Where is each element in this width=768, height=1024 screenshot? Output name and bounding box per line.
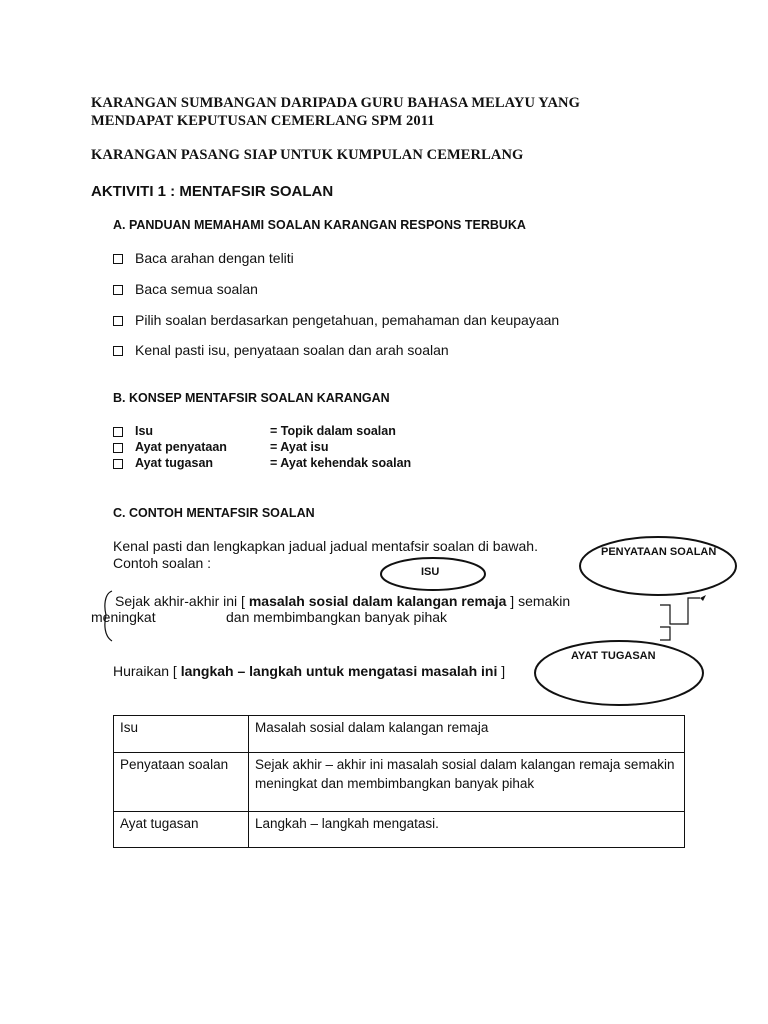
concept-definition: = Topik dalam soalan [270, 424, 396, 438]
concept-term: Ayat tugasan [135, 456, 214, 470]
table-cell-label: Penyataan soalan [114, 753, 249, 812]
doc-subtitle: KARANGAN PASANG SIAP UNTUK KUMPULAN CEMERLANG [91, 147, 524, 163]
instruction-text: Kenal pasti dan lengkapkan jadual jadual mentafsir soalan di bawah. [113, 538, 538, 554]
oval-label-penyataan: PENYATAAN SOALAN [601, 546, 717, 558]
oval-label-tugasan: AYAT TUGASAN [571, 650, 656, 662]
task-sentence: Huraikan [ langkah – langkah untuk mengatasi masalah ini ] [113, 663, 506, 679]
example-question-line-2a: meningkat [91, 609, 156, 625]
guide-item: Baca arahan dengan teliti [113, 250, 673, 268]
table-cell-label: Ayat tugasan [114, 812, 249, 848]
concept-definition: = Ayat isu [270, 440, 329, 454]
concept-definition: = Ayat kehendak soalan [270, 456, 412, 470]
guide-item: Baca semua soalan [113, 281, 673, 299]
section-c-heading: C. CONTOH MENTAFSIR SOALAN [113, 506, 315, 520]
table-row [114, 753, 685, 812]
task-phrase: langkah – langkah untuk mengatasi masalah ini [180, 663, 498, 679]
analysis-table [113, 715, 685, 848]
aktiviti-title: AKTIVITI 1 : MENTAFSIR SOALAN [91, 183, 334, 200]
right-bracket-lower [660, 627, 670, 640]
table-cell-value: Sejak akhir – akhir ini masalah sosial dalam kalangan remaja semakin meningkat dan membimbangkan banyak pihak [249, 753, 685, 812]
table-cell-value: Langkah – langkah mengatasi. [249, 812, 685, 848]
section-b-heading: B. KONSEP MENTAFSIR SOALAN KARANGAN [113, 391, 390, 405]
concept-term: Ayat penyataan [135, 440, 227, 454]
guide-item: Pilih soalan berdasarkan pengetahuan, pemahaman dan keupayaan [113, 312, 673, 330]
arrowhead-icon [700, 595, 706, 601]
oval-label-isu: ISU [421, 566, 440, 578]
table-cell-label: Isu [114, 716, 249, 753]
example-question-line-2b: dan membimbangkan banyak pihak [226, 609, 448, 625]
table-row [114, 812, 685, 848]
concept-term: Isu [135, 424, 154, 438]
section-a-heading: A. PANDUAN MEMAHAMI SOALAN KARANGAN RESPONS TERBUKA [113, 218, 526, 232]
doc-title-line-1: KARANGAN SUMBANGAN DARIPADA GURU BAHASA MELAYU YANG [91, 95, 581, 111]
doc-title-line-2: MENDAPAT KEPUTUSAN CEMERLANG SPM 2011 [91, 113, 435, 129]
issue-phrase: masalah sosial dalam kalangan remaja [248, 593, 507, 609]
right-connector-line [660, 598, 700, 624]
example-question-line-1: Sejak akhir-akhir ini [ masalah sosial dalam kalangan remaja ] semakin [115, 593, 571, 609]
example-label: Contoh soalan : [113, 555, 212, 571]
table-cell-value: Masalah sosial dalam kalangan remaja [249, 716, 685, 753]
guide-item: Kenal pasti isu, penyataan soalan dan arah soalan [113, 342, 673, 360]
table-row [114, 716, 685, 753]
